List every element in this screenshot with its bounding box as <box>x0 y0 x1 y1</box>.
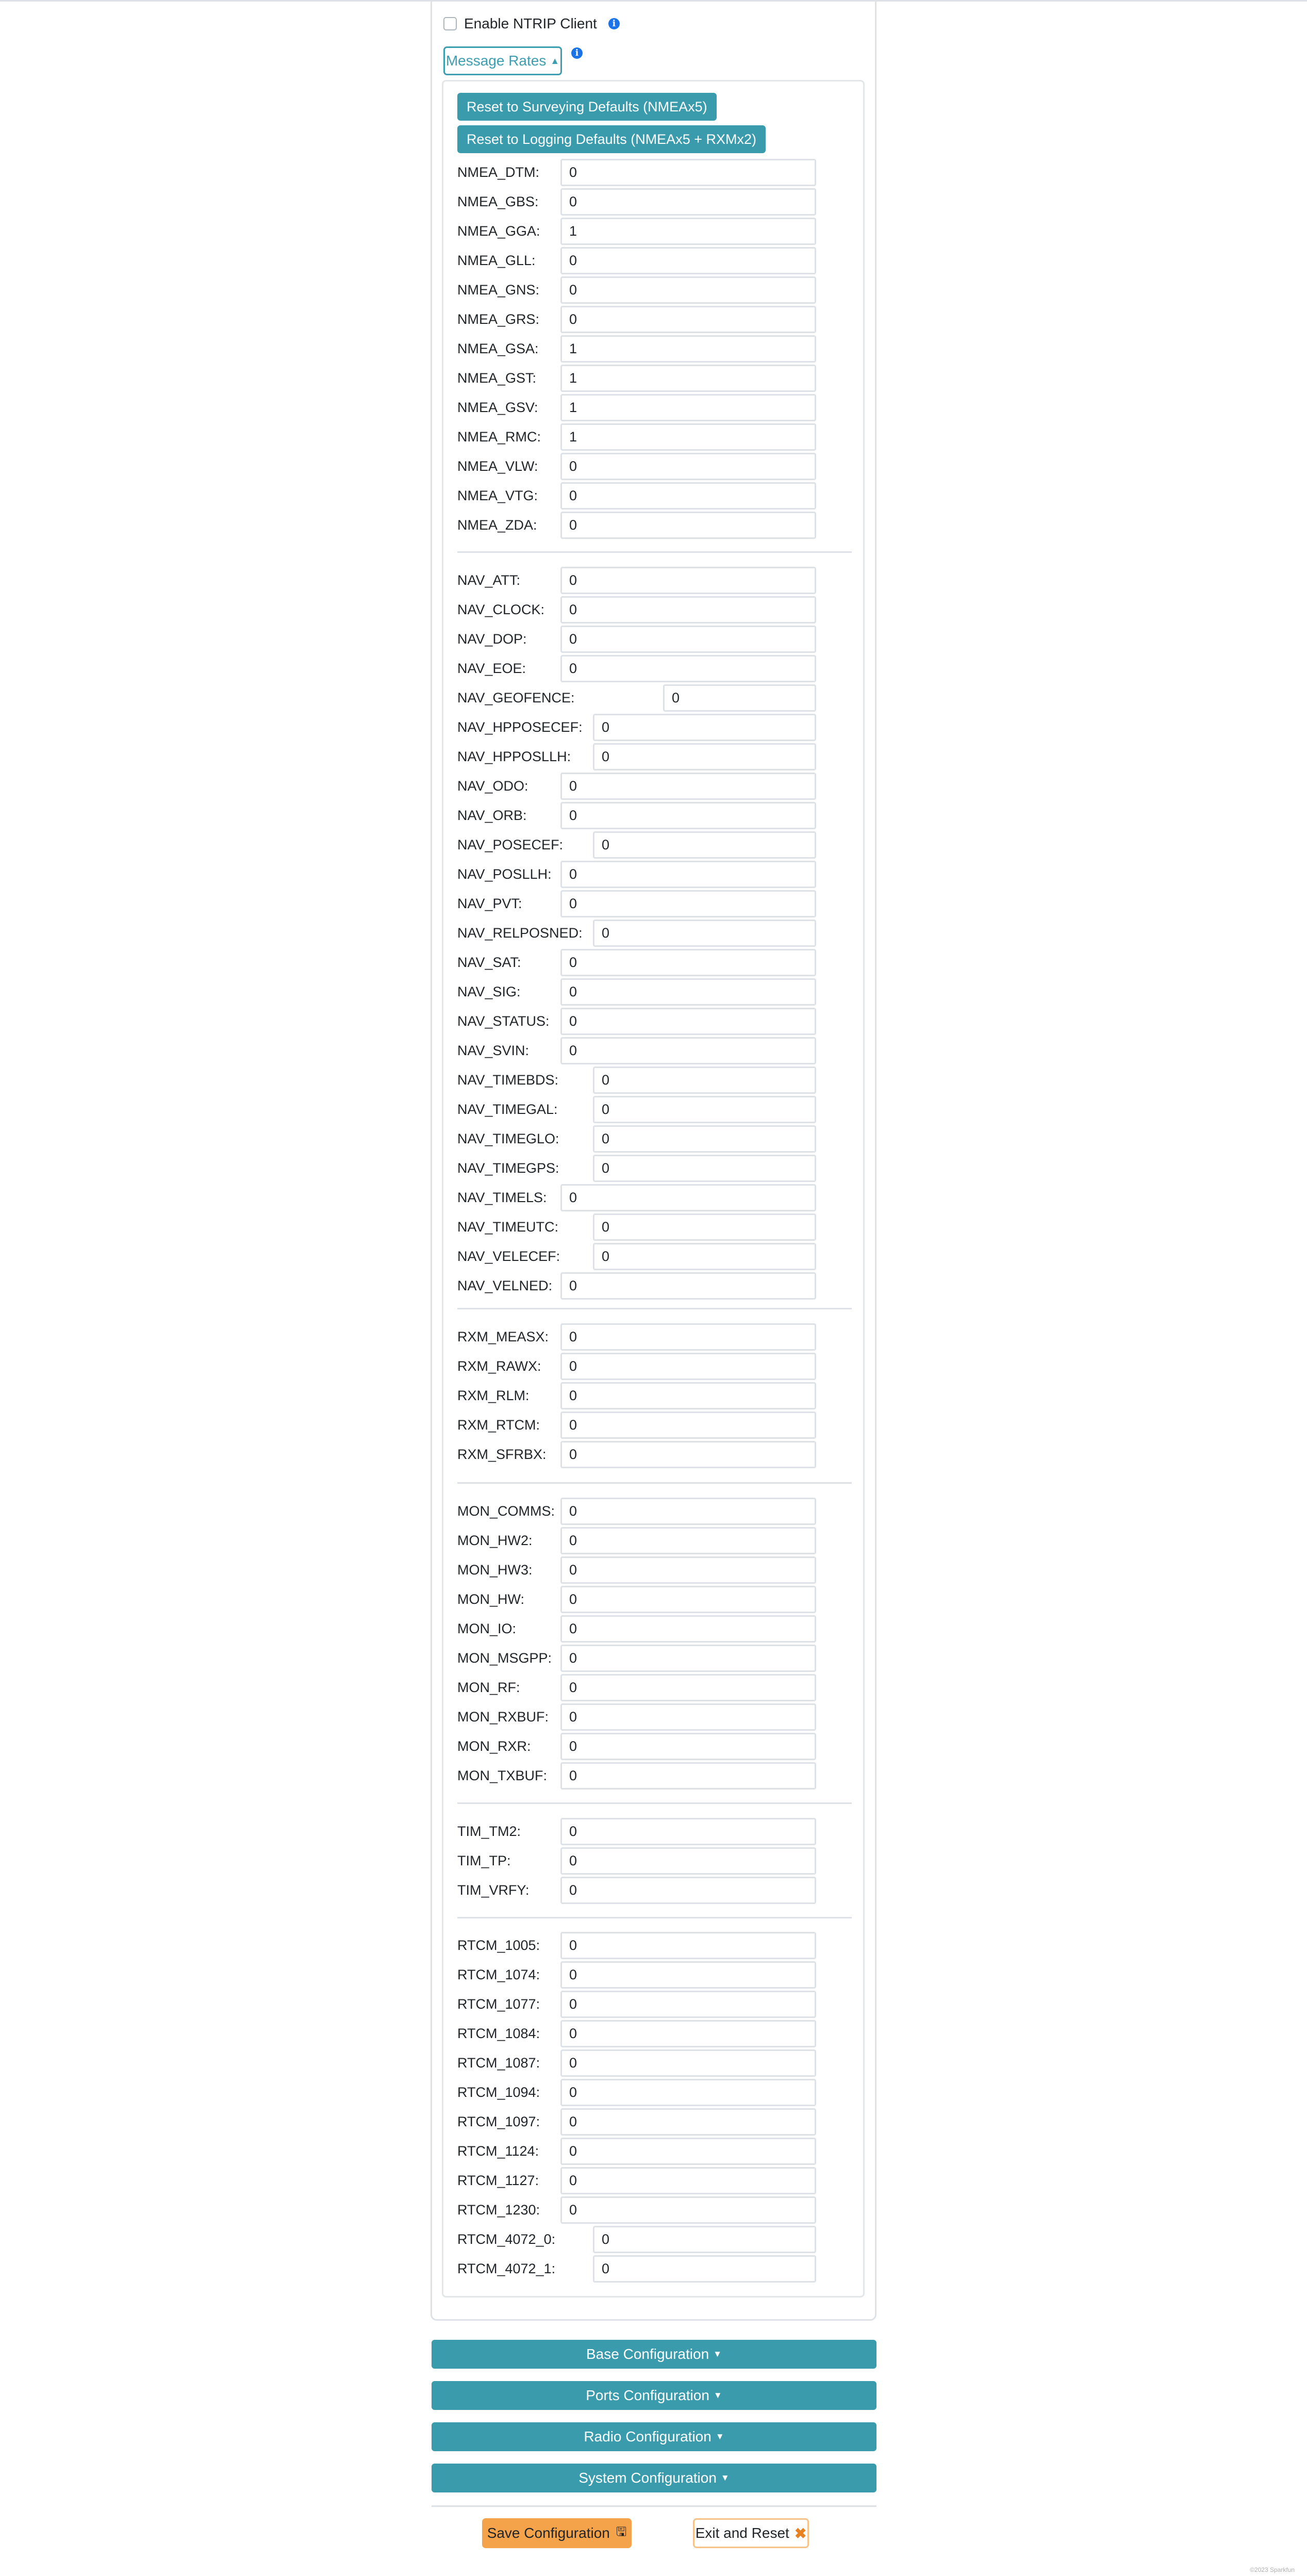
rate-label: RTCM_1084: <box>457 2026 540 2041</box>
rate-input[interactable]: 0 <box>560 2079 816 2106</box>
rate-input[interactable]: 0 <box>560 1272 816 1300</box>
section-toggle-system[interactable] <box>432 2464 876 2492</box>
caret-down-icon: ▼ <box>715 2432 724 2441</box>
rate-input[interactable]: 0 <box>560 1382 816 1409</box>
rate-input[interactable]: 0 <box>560 1527 816 1554</box>
rate-input[interactable]: 0 <box>593 1243 816 1270</box>
rate-label: MON_TXBUF: <box>457 1768 548 1783</box>
rate-label: NMEA_GSV: <box>457 400 538 415</box>
rate-input[interactable]: 0 <box>593 714 816 741</box>
rate-input[interactable]: 1 <box>560 394 816 421</box>
rate-label: NAV_DOP: <box>457 631 527 647</box>
rate-label: NMEA_RMC: <box>457 429 541 445</box>
rate-input[interactable]: 0 <box>560 1961 816 1989</box>
rate-input[interactable]: 0 <box>560 1877 816 1904</box>
rate-label: NAV_GEOFENCE: <box>457 690 575 705</box>
section-toggle-base[interactable] <box>432 2340 876 2369</box>
rate-label: NMEA_ZDA: <box>457 517 537 533</box>
rate-input[interactable]: 0 <box>560 1184 816 1211</box>
rate-label: MON_RXBUF: <box>457 1709 549 1725</box>
reset-logging-defaults-button[interactable]: Reset to Logging Defaults (NMEAx5 + RXMx2) <box>457 125 766 153</box>
rate-label: MON_COMMS: <box>457 1503 555 1519</box>
rate-label: RTCM_1097: <box>457 2114 540 2129</box>
rate-input[interactable]: 1 <box>560 218 816 245</box>
rate-input[interactable]: 0 <box>663 684 816 712</box>
rate-input[interactable]: 0 <box>593 1155 816 1182</box>
rate-input[interactable]: 0 <box>560 1498 816 1525</box>
rate-label: RXM_RLM: <box>457 1388 530 1403</box>
rate-input[interactable]: 0 <box>560 890 816 917</box>
rate-label: MON_RXR: <box>457 1738 531 1754</box>
rate-label: RTCM_1074: <box>457 1967 540 1982</box>
rate-label: NAV_TIMEGAL: <box>457 1102 558 1117</box>
rate-label: TIM_TP: <box>457 1853 511 1868</box>
ntrip-toggle[interactable] <box>443 14 620 33</box>
rate-input[interactable]: 0 <box>593 1125 816 1153</box>
rate-input[interactable]: 0 <box>560 1037 816 1064</box>
rate-label: MON_IO: <box>457 1621 517 1636</box>
rate-input[interactable]: 0 <box>560 949 816 976</box>
section-label: System Configuration <box>578 2470 717 2486</box>
rate-input[interactable]: 0 <box>560 596 816 624</box>
rate-label: MON_MSGPP: <box>457 1650 552 1666</box>
rate-input[interactable]: 0 <box>560 2167 816 2194</box>
rate-label: NMEA_DTM: <box>457 165 540 180</box>
close-icon: ✖ <box>794 2525 807 2541</box>
rate-input[interactable]: 0 <box>560 276 816 304</box>
rate-label: NMEA_VLW: <box>457 458 538 474</box>
rate-label: RTCM_1094: <box>457 2085 540 2100</box>
caret-down-icon: ▼ <box>720 2473 730 2483</box>
rate-label: RTCM_1230: <box>457 2202 540 2218</box>
rate-input[interactable]: 0 <box>593 1096 816 1123</box>
rate-label: TIM_VRFY: <box>457 1882 530 1898</box>
rate-label: NMEA_GRS: <box>457 311 540 327</box>
rate-input[interactable]: 0 <box>560 188 816 216</box>
rate-input[interactable]: 1 <box>560 335 816 363</box>
rate-label: RTCM_4072_1: <box>457 2261 556 2276</box>
rate-label: NAV_SAT: <box>457 955 521 970</box>
rate-input[interactable]: 0 <box>560 1323 816 1351</box>
message-rates-info[interactable] <box>571 47 583 59</box>
rate-label: RXM_RAWX: <box>457 1358 541 1374</box>
rate-label: NMEA_GGA: <box>457 223 540 239</box>
group-divider <box>457 551 852 553</box>
rate-label: NAV_TIMEGLO: <box>457 1131 559 1146</box>
rate-label: MON_HW3: <box>457 1562 533 1578</box>
rate-input[interactable]: 0 <box>560 512 816 539</box>
rate-label: RTCM_1087: <box>457 2055 540 2071</box>
rate-input[interactable]: 0 <box>560 1441 816 1468</box>
rate-input[interactable]: 0 <box>593 1213 816 1241</box>
caret-up-icon: ▲ <box>550 55 560 66</box>
section-label: Ports Configuration <box>586 2387 709 2403</box>
rate-input[interactable]: 0 <box>593 920 816 947</box>
rate-label: NAV_POSECEF: <box>457 837 564 852</box>
rate-input[interactable]: 0 <box>560 1932 816 1959</box>
info-circle-icon[interactable]: i <box>608 18 620 29</box>
save-configuration-button[interactable] <box>482 2518 632 2548</box>
rate-input[interactable]: 0 <box>560 2108 816 2136</box>
rate-input[interactable]: 0 <box>560 2196 816 2224</box>
rate-label: NMEA_GLL: <box>457 253 536 268</box>
rate-label: RTCM_1124: <box>457 2143 539 2159</box>
rate-input[interactable]: 0 <box>560 1818 816 1845</box>
group-divider <box>457 1802 852 1804</box>
save-label: Save Configuration <box>487 2525 610 2541</box>
group-divider <box>457 1308 852 1309</box>
rate-input[interactable]: 0 <box>560 1008 816 1035</box>
rate-input[interactable]: 0 <box>560 1762 816 1790</box>
rate-input[interactable]: 0 <box>560 2020 816 2047</box>
rate-input[interactable]: 0 <box>560 482 816 510</box>
ntrip-label: Enable NTRIP Client <box>464 15 597 31</box>
message-rates-label: Message Rates <box>445 53 547 69</box>
group-divider <box>457 1482 852 1484</box>
rate-input[interactable]: 0 <box>560 567 816 594</box>
rate-input[interactable]: 0 <box>560 1615 816 1643</box>
rate-label: NAV_POSLLH: <box>457 866 552 882</box>
section-toggle-radio[interactable] <box>432 2422 876 2451</box>
rate-label: MON_HW: <box>457 1591 525 1607</box>
rate-label: NAV_RELPOSNED: <box>457 925 583 941</box>
rate-label: NAV_ATT: <box>457 572 521 588</box>
rate-label: NMEA_GSA: <box>457 341 539 356</box>
rate-label: NAV_HPPOSECEF: <box>457 719 583 735</box>
message-rates-toggle-button[interactable] <box>443 46 562 75</box>
rate-input[interactable]: 0 <box>560 1556 816 1584</box>
rate-label: RTCM_1077: <box>457 1996 540 2012</box>
rate-label: RXM_SFRBX: <box>457 1447 547 1462</box>
rate-label: RTCM_1005: <box>457 1938 540 1953</box>
rate-label: NAV_VELECEF: <box>457 1249 560 1264</box>
copyright-text: ©2023 Sparkfun <box>1250 2566 1295 2573</box>
ntrip-checkbox[interactable] <box>443 17 457 30</box>
rate-input[interactable]: 0 <box>560 1703 816 1731</box>
rate-input[interactable]: 0 <box>560 2049 816 2077</box>
rate-label: NAV_TIMEBDS: <box>457 1072 559 1088</box>
rate-label: RXM_RTCM: <box>457 1417 540 1433</box>
rate-label: NAV_EOE: <box>457 661 526 676</box>
rate-input[interactable]: 0 <box>560 1991 816 2018</box>
rate-input[interactable]: 0 <box>560 453 816 480</box>
rate-input[interactable]: 0 <box>560 655 816 682</box>
rate-label: NAV_SVIN: <box>457 1043 530 1058</box>
rate-input[interactable]: 0 <box>560 1353 816 1380</box>
section-label: Base Configuration <box>586 2346 709 2362</box>
caret-down-icon: ▼ <box>713 2390 722 2400</box>
rate-label: NAV_PVT: <box>457 896 522 911</box>
rate-input[interactable]: 0 <box>560 1733 816 1760</box>
rate-input[interactable]: 0 <box>560 1847 816 1875</box>
rate-label: NAV_TIMEGPS: <box>457 1160 559 1176</box>
rate-input[interactable]: 0 <box>593 743 816 770</box>
rate-label: MON_HW2: <box>457 1533 533 1548</box>
rate-input[interactable]: 0 <box>560 306 816 333</box>
rate-label: TIM_TM2: <box>457 1824 521 1839</box>
rate-label: NMEA_GNS: <box>457 282 540 298</box>
section-toggle-ports[interactable] <box>432 2381 876 2410</box>
rate-label: NAV_ODO: <box>457 778 528 794</box>
exit-label: Exit and Reset <box>695 2525 789 2541</box>
rate-input[interactable]: 0 <box>560 159 816 186</box>
rate-input[interactable]: 0 <box>560 247 816 274</box>
rate-input[interactable]: 0 <box>593 1067 816 1094</box>
rate-label: MON_RF: <box>457 1680 520 1695</box>
rate-input[interactable]: 0 <box>560 978 816 1006</box>
rate-label: NMEA_VTG: <box>457 488 538 503</box>
rate-label: NMEA_GST: <box>457 370 537 386</box>
rate-label: NAV_STATUS: <box>457 1013 550 1029</box>
rate-label: RTCM_4072_0: <box>457 2232 556 2247</box>
rate-input[interactable]: 0 <box>593 831 816 859</box>
rate-label: NAV_ORB: <box>457 808 527 823</box>
rate-input[interactable]: 1 <box>560 365 816 392</box>
footer-divider <box>432 2505 876 2507</box>
rate-input[interactable]: 0 <box>560 626 816 653</box>
section-label: Radio Configuration <box>584 2429 712 2444</box>
rate-input[interactable]: 0 <box>593 2226 816 2253</box>
rate-input[interactable]: 0 <box>560 1412 816 1439</box>
rate-input[interactable]: 0 <box>560 861 816 888</box>
rate-label: NAV_SIG: <box>457 984 521 999</box>
rate-input[interactable]: 1 <box>560 423 816 451</box>
rate-label: NAV_TIMEUTC: <box>457 1219 559 1235</box>
rate-input[interactable]: 0 <box>560 1674 816 1701</box>
caret-down-icon: ▼ <box>713 2349 722 2359</box>
rate-input[interactable]: 0 <box>560 1645 816 1672</box>
exit-and-reset-button[interactable] <box>693 2518 809 2548</box>
rate-label: NAV_TIMELS: <box>457 1190 547 1205</box>
info-circle-icon[interactable]: i <box>571 47 583 59</box>
floppy-disk-icon: 🖫 <box>616 2524 627 2539</box>
rate-input[interactable]: 0 <box>560 1586 816 1613</box>
rate-label: RXM_MEASX: <box>457 1329 549 1344</box>
rate-input[interactable]: 0 <box>593 2255 816 2283</box>
rate-label: NAV_CLOCK: <box>457 602 545 617</box>
rate-input[interactable]: 0 <box>560 773 816 800</box>
rate-label: RTCM_1127: <box>457 2173 539 2188</box>
rate-input[interactable]: 0 <box>560 2138 816 2165</box>
rate-label: NMEA_GBS: <box>457 194 539 209</box>
rate-label: NAV_VELNED: <box>457 1278 553 1293</box>
rate-input[interactable]: 0 <box>560 802 816 829</box>
reset-surveying-defaults-button[interactable]: Reset to Surveying Defaults (NMEAx5) <box>457 93 717 121</box>
rate-label: NAV_HPPOSLLH: <box>457 749 571 764</box>
group-divider <box>457 1917 852 1918</box>
